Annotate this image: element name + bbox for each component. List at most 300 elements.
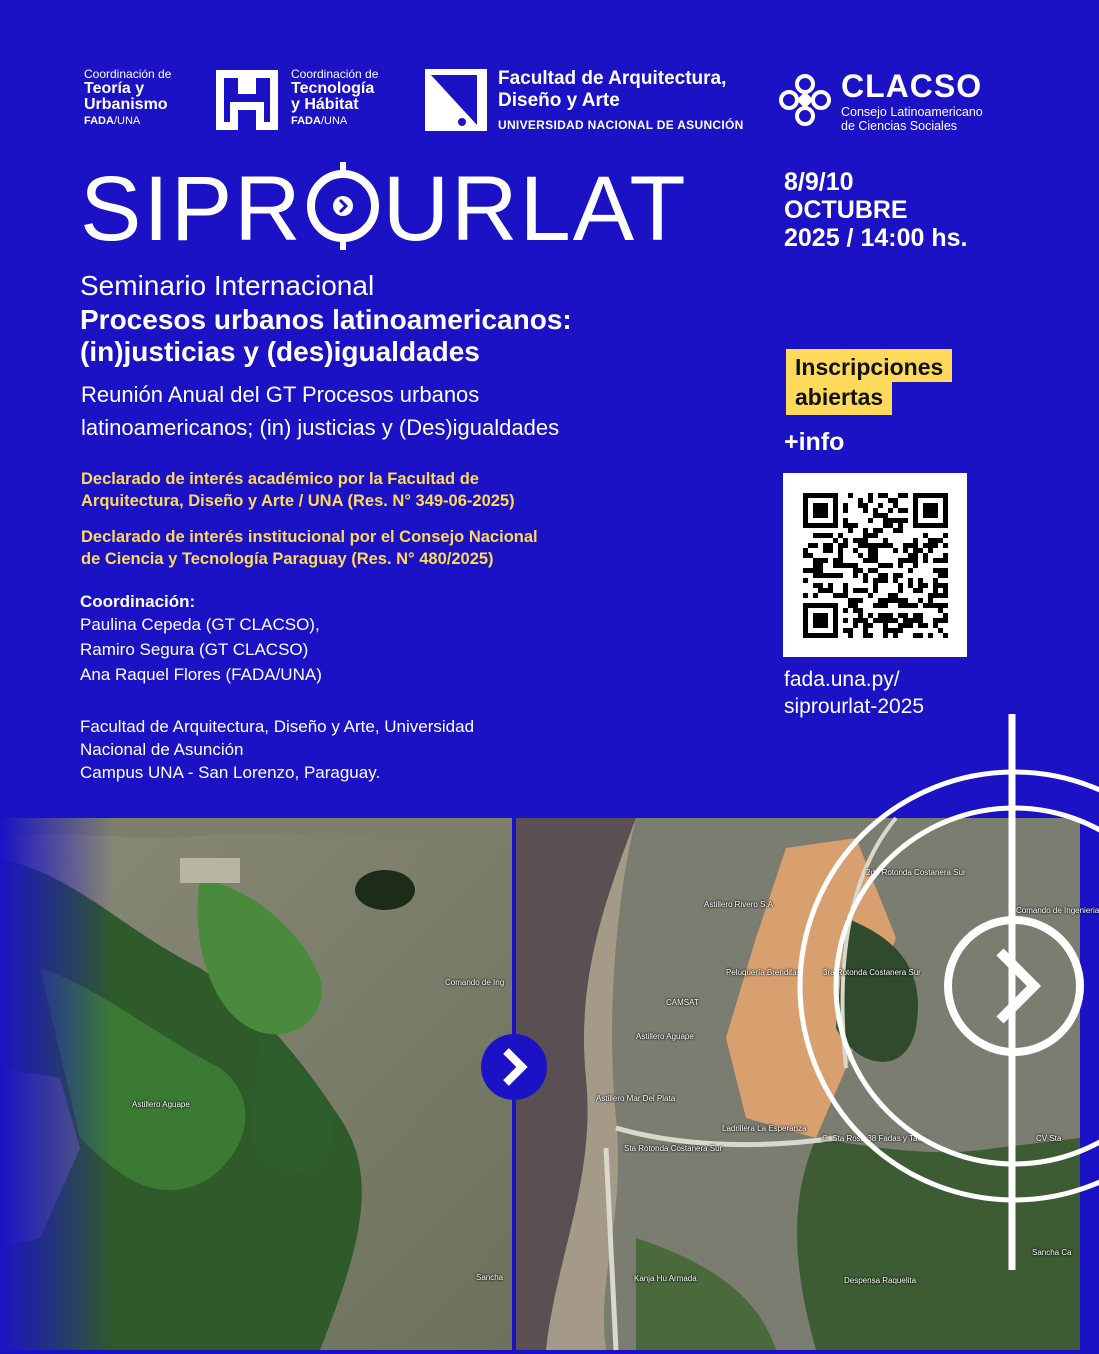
qr-module [933, 503, 938, 508]
qr-module [923, 533, 928, 538]
qr-module [828, 583, 833, 588]
qr-module [893, 628, 898, 633]
event-url[interactable] [784, 666, 924, 720]
registration-badge-line1: Inscripciones [786, 349, 952, 382]
qr-module [843, 518, 848, 523]
qr-module [818, 558, 823, 563]
fada-name-line1: Facultad de Arquitectura, [498, 68, 727, 89]
qr-module [943, 533, 948, 538]
qr-module [823, 493, 828, 498]
qr-module [823, 558, 828, 563]
qr-module [933, 568, 938, 573]
qr-module [893, 578, 898, 583]
qr-module [883, 523, 888, 528]
qr-module [848, 603, 853, 608]
seminar-title-line1: Procesos urbanos latinoamericanos: [80, 304, 572, 335]
qr-module [888, 613, 893, 618]
qr-module [843, 503, 848, 508]
map-label: Sta Rotonda Costanera Sur [624, 1144, 723, 1153]
qr-module [908, 568, 913, 573]
qr-module [883, 633, 888, 638]
logo-teoria-line1: Coordinación de [84, 67, 172, 81]
qr-module [943, 493, 948, 498]
qr-module [913, 553, 918, 558]
qr-module [843, 608, 848, 613]
qr-module [878, 598, 883, 603]
logo-tecnologia-fada: FADA [291, 115, 321, 128]
qr-module [933, 523, 938, 528]
qr-module [858, 598, 863, 603]
map-label: CAMSAT [666, 998, 699, 1007]
clacso-knot-icon [778, 72, 832, 128]
qr-module [868, 493, 873, 498]
qr-module [813, 633, 818, 638]
qr-module [803, 628, 808, 633]
target-crosshair-icon [800, 714, 1080, 1274]
qr-module [803, 523, 808, 528]
qr-module [833, 538, 838, 543]
qr-module [888, 563, 893, 568]
qr-module [873, 603, 878, 608]
map-label: Sancha [476, 1273, 504, 1282]
logo-tecnologia-line1: Coordinación de [291, 67, 379, 81]
map-label: Astillero Mar Del Plata [596, 1094, 676, 1103]
qr-module [873, 578, 878, 583]
qr-module [868, 518, 873, 523]
fada-name-line2: Diseño y Arte [498, 90, 620, 111]
qr-module [878, 603, 883, 608]
qr-module [918, 613, 923, 618]
map-label: Comando de Ingenieria [1016, 906, 1099, 915]
qr-module [818, 603, 823, 608]
qr-module [803, 623, 808, 628]
qr-module [843, 583, 848, 588]
qr-module [818, 623, 823, 628]
qr-module [893, 598, 898, 603]
qr-module [883, 603, 888, 608]
qr-module [818, 573, 823, 578]
qr-module [833, 573, 838, 578]
qr-module [808, 543, 813, 548]
qr-module [903, 558, 908, 563]
coordinator-name: Ramiro Segura (GT CLACSO) [80, 640, 309, 659]
qr-module [853, 618, 858, 623]
qr-module [883, 628, 888, 633]
qr-module [818, 568, 823, 573]
qr-module [878, 503, 883, 508]
qr-module [833, 513, 838, 518]
qr-module [888, 618, 893, 623]
qr-module [923, 603, 928, 608]
qr-module [833, 633, 838, 638]
venue-line1: Facultad de Arquitectura, Diseño y Arte, Universidad [80, 717, 475, 736]
qr-module [828, 573, 833, 578]
qr-module [818, 508, 823, 513]
qr-module [908, 623, 913, 628]
qr-module [818, 633, 823, 638]
qr-module [938, 523, 943, 528]
qr-module [803, 568, 808, 573]
qr-module [838, 593, 843, 598]
qr-module [863, 543, 868, 548]
qr-module [838, 543, 843, 548]
qr-module [943, 583, 948, 588]
logo-fada [498, 68, 744, 132]
declaration-academic-line2: Arquitectura, Diseño y Arte / UNA (Res. N° 349-06-2025) [81, 492, 515, 510]
qr-module [918, 588, 923, 593]
map-label: Despensa Raquelita [844, 1276, 917, 1285]
declaration-academic [81, 468, 515, 512]
map-label: Kanja Hu Armada [634, 1274, 697, 1283]
qr-module [813, 563, 818, 568]
qr-module [823, 603, 828, 608]
qr-module [868, 623, 873, 628]
qr-module [883, 513, 888, 518]
qr-module [818, 533, 823, 538]
qr-module [913, 633, 918, 638]
qr-module [898, 623, 903, 628]
qr-module [928, 493, 933, 498]
qr-module [898, 603, 903, 608]
qr-module [928, 593, 933, 598]
qr-module [928, 598, 933, 603]
qr-module [918, 523, 923, 528]
qr-module [893, 548, 898, 553]
qr-module [898, 573, 903, 578]
qr-module [883, 543, 888, 548]
qr-module [893, 618, 898, 623]
qr-module [938, 593, 943, 598]
qr-module [853, 573, 858, 578]
map-label: Astillero Aguape [132, 1100, 190, 1109]
qr-module [933, 603, 938, 608]
qr-module [878, 573, 883, 578]
qr-module [813, 623, 818, 628]
qr-module [898, 613, 903, 618]
coordinator-name: Ana Raquel Flores (FADA/UNA) [80, 665, 322, 684]
qr-module [818, 583, 823, 588]
qr-module [878, 563, 883, 568]
qr-module [853, 548, 858, 553]
qr-module [823, 618, 828, 623]
qr-module [873, 528, 878, 533]
qr-module [898, 508, 903, 513]
qr-module [918, 578, 923, 583]
qr-module [813, 493, 818, 498]
qr-module [933, 508, 938, 513]
qr-module [818, 493, 823, 498]
qr-module [853, 623, 858, 628]
qr-module [928, 633, 933, 638]
qr-module [933, 593, 938, 598]
map-label: Comando de Ing [445, 978, 505, 987]
qr-module [833, 493, 838, 498]
more-info-label: +info [784, 428, 845, 456]
logo-teoria-line2a: Teoría y [84, 79, 145, 97]
qr-module [868, 498, 873, 503]
qr-module [883, 598, 888, 603]
qr-module [868, 613, 873, 618]
qr-module [873, 618, 878, 623]
qr-module [908, 578, 913, 583]
qr-module [898, 493, 903, 498]
qr-module [923, 543, 928, 548]
qr-module [943, 618, 948, 623]
declaration-institutional-line2: de Ciencia y Tecnología Paraguay (Res. N° 480/2025) [81, 550, 494, 568]
qr-module [848, 628, 853, 633]
registration-badge-line2: abiertas [786, 382, 892, 415]
qr-module [888, 628, 893, 633]
registration-badge[interactable] [786, 349, 952, 415]
qr-module [853, 603, 858, 608]
event-date [784, 168, 967, 252]
qr-module [813, 558, 818, 563]
qr-module [848, 493, 853, 498]
qr-module [803, 578, 808, 583]
qr-module [843, 593, 848, 598]
qr-module [868, 558, 873, 563]
qr-module [873, 558, 878, 563]
qr-module [943, 508, 948, 513]
qr-module [803, 608, 808, 613]
qr-module [893, 573, 898, 578]
qr-module [898, 598, 903, 603]
qr-module [808, 523, 813, 528]
qr-module [933, 538, 938, 543]
qr-module [943, 553, 948, 558]
qr-module [933, 513, 938, 518]
qr-module [833, 628, 838, 633]
qr-module [813, 513, 818, 518]
qr-module [868, 543, 873, 548]
qr-module [863, 508, 868, 513]
qr-module [823, 548, 828, 553]
qr-module [853, 523, 858, 528]
qr-module [943, 573, 948, 578]
qr-module [823, 543, 828, 548]
qr-module [848, 598, 853, 603]
logo-teoria-fada: FADA [84, 115, 114, 128]
tecnologia-habitat-logo-icon [216, 70, 278, 130]
qr-module [903, 618, 908, 623]
logo-tecnologia-line2b: y Hábitat [291, 96, 359, 114]
qr-module [913, 503, 918, 508]
qr-module [933, 558, 938, 563]
declaration-institutional [81, 526, 538, 570]
seminar-subtitle-line1: Reunión Anual del GT Procesos urbanos [81, 382, 480, 407]
qr-module [813, 508, 818, 513]
qr-module [863, 633, 868, 638]
qr-module [883, 573, 888, 578]
qr-module [923, 503, 928, 508]
qr-module [903, 613, 908, 618]
qr-module [823, 513, 828, 518]
qr-module [808, 493, 813, 498]
qr-module [803, 518, 808, 523]
qr-code-icon [783, 473, 967, 657]
qr-module [858, 543, 863, 548]
qr-module [928, 548, 933, 553]
qr-module [803, 633, 808, 638]
qr-module [908, 543, 913, 548]
qr-module [828, 603, 833, 608]
qr-module [888, 523, 893, 528]
seminar-title [80, 304, 572, 368]
qr-module [813, 503, 818, 508]
seminar-subtitle [81, 378, 559, 444]
qr-module [838, 548, 843, 553]
qr-module [813, 573, 818, 578]
qr-module [838, 558, 843, 563]
qr-module [943, 568, 948, 573]
qr-module [908, 603, 913, 608]
qr-module [943, 498, 948, 503]
qr-module [813, 613, 818, 618]
qr-module [808, 568, 813, 573]
qr-module [928, 543, 933, 548]
qr-module [898, 523, 903, 528]
qr-module [928, 508, 933, 513]
qr-module [873, 568, 878, 573]
qr-module [888, 543, 893, 548]
qr-module [928, 503, 933, 508]
qr-module [908, 618, 913, 623]
qr-module [923, 513, 928, 518]
qr-module [848, 523, 853, 528]
qr-module [823, 623, 828, 628]
qr-module [868, 533, 873, 538]
qr-module [933, 583, 938, 588]
qr-module [858, 613, 863, 618]
qr-module [918, 598, 923, 603]
logo-tecnologia-habitat [291, 68, 378, 128]
qr-module [853, 608, 858, 613]
qr-module [843, 508, 848, 513]
qr-module [913, 588, 918, 593]
qr-module [833, 558, 838, 563]
qr-module [923, 623, 928, 628]
qr-module [853, 538, 858, 543]
qr-module [898, 558, 903, 563]
qr-module [938, 628, 943, 633]
event-date-line3: 2025 / 14:00 hs. [784, 224, 968, 252]
qr-module [863, 578, 868, 583]
qr-module [833, 618, 838, 623]
qr-module [913, 548, 918, 553]
qr-module [838, 563, 843, 568]
qr-module [803, 618, 808, 623]
qr-module [913, 498, 918, 503]
qr-module [873, 543, 878, 548]
qr-module [943, 503, 948, 508]
qr-module [818, 613, 823, 618]
qr-module [863, 558, 868, 563]
qr-module [833, 498, 838, 503]
qr-module [848, 633, 853, 638]
qr-module [808, 633, 813, 638]
qr-module [803, 593, 808, 598]
qr-module [913, 493, 918, 498]
qr-module [828, 548, 833, 553]
qr-module [828, 493, 833, 498]
venue-line3: Campus UNA - San Lorenzo, Paraguay. [80, 763, 381, 782]
qr-module [843, 523, 848, 528]
qr-module [858, 568, 863, 573]
qr-module [873, 553, 878, 558]
qr-module [803, 613, 808, 618]
qr-module [943, 588, 948, 593]
qr-module [853, 598, 858, 603]
qr-module [913, 513, 918, 518]
satellite-image-before [0, 818, 512, 1350]
map-label: CV Sta [1036, 1134, 1062, 1143]
qr-module [883, 623, 888, 628]
logo-tecnologia-una: /UNA [320, 115, 348, 128]
qr-module [823, 573, 828, 578]
qr-module [813, 603, 818, 608]
qr-module [858, 553, 863, 558]
qr-module [813, 593, 818, 598]
qr-module [833, 608, 838, 613]
map-label: Astillero Aguape [636, 1032, 694, 1041]
qr-module [858, 618, 863, 623]
qr-module [823, 613, 828, 618]
qr-module [818, 588, 823, 593]
qr-module [873, 588, 878, 593]
event-url-line1: fada.una.py/ [784, 668, 900, 691]
qr-module [943, 523, 948, 528]
qr-module [913, 603, 918, 608]
qr-module [873, 513, 878, 518]
qr-module [828, 523, 833, 528]
qr-module [903, 543, 908, 548]
qr-module [853, 588, 858, 593]
qr-module [878, 493, 883, 498]
qr-module [823, 503, 828, 508]
qr-module [833, 613, 838, 618]
qr-module [933, 493, 938, 498]
qr-module [883, 578, 888, 583]
coordinator-name: Paulina Cepeda (GT CLACSO), [80, 615, 320, 634]
qr-module [938, 608, 943, 613]
qr-module [903, 548, 908, 553]
qr-module [923, 523, 928, 528]
qr-module [893, 518, 898, 523]
qr-module [913, 618, 918, 623]
qr-module [843, 588, 848, 593]
qr-module [918, 623, 923, 628]
qr-module [928, 523, 933, 528]
arrow-right-circle-icon[interactable] [480, 1033, 548, 1101]
qr-module [813, 618, 818, 623]
qr-module [868, 568, 873, 573]
qr-module [893, 498, 898, 503]
qr-module [943, 518, 948, 523]
qr-module [898, 588, 903, 593]
declaration-academic-line1: Declarado de interés académico por la Facultad de [81, 470, 479, 488]
qr-module [888, 598, 893, 603]
qr-module [903, 518, 908, 523]
qr-module [883, 613, 888, 618]
qr-module [858, 588, 863, 593]
qr-module [888, 518, 893, 523]
qr-module [813, 523, 818, 528]
qr-module [878, 513, 883, 518]
qr-module [813, 533, 818, 538]
qr-code[interactable] [783, 473, 967, 657]
qr-module [893, 593, 898, 598]
event-date-line2: OCTUBRE [784, 196, 908, 224]
